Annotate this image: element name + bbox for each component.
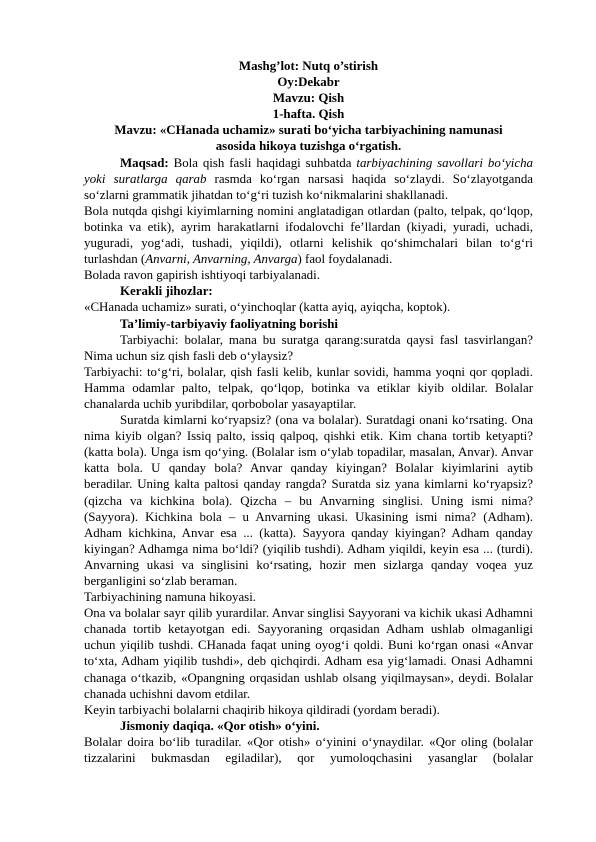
goal-label: Maqsad: (120, 155, 169, 170)
goal-text-1: Bola qish fasli haqidagi suhbatda (168, 155, 357, 170)
vocab-text-1: Bola nutqda qishgi kiyimlarning nomini anglatadigan otlardan (palto, telpak, qo‘lqop, botinka va etik), ayrim harakatlarni ifodalovchi fe’llardan (kiyadi, yuradi, uchadi, yuguradi, yog‘adi, tushadi, yiqildi), otlarni kelishik qo‘shimchalari bilan to‘g‘ri turlashdan ( (84, 203, 533, 267)
lesson-theme (84, 122, 533, 154)
paragraph-sample-story-label: Tarbiyachining namuna hikoyasi. (84, 590, 257, 605)
vocab-italic: Anvarni, Anvarning, Anvarga (145, 252, 298, 267)
theme-line-2: asosida hikoya tuzishga o‘rgatish. (215, 139, 402, 154)
lesson-month: Oy:Dekabr (277, 75, 340, 90)
vocabulary-paragraph (84, 203, 533, 267)
interest-paragraph: Bolada ravon gapirish ishtiyoqi tarbiyalanadi. (84, 268, 320, 283)
paragraph-sample-story: Ona va bolalar sayr qilib yurardilar. Anvar singlisi Sayyorani va kichik ukasi Adhamni chanada tortib ketayotgan edi. Sayyoraning orqasidan Adham ushlab olmaganligi uchun yiqilib tushdi. CHanada faqat uning oyog‘i qoldi. Buni ko‘rgan onasi «Anvar to‘xta, Adham yiqilib tushdi», deb qichqirdi. Adham esa yig‘lamadi. Onasi Adhamni chanaga o‘tkazib, «Opangning orqasidan ushlab olsang yiqilmaysan», deydi. Bolalar chanada uchishni davom etdilar. (84, 606, 533, 701)
document-page (84, 58, 533, 766)
lesson-title: Mashg’lot: Nutq o’stirish (238, 59, 379, 73)
activity-heading: Ta’limiy-tarbiyaviy faoliyatning borishi (120, 316, 338, 331)
game-heading: Jismoniy daqiqa. «Qor otish» o‘yini. (120, 718, 320, 733)
materials-heading: Kerakli jihozlar: (120, 284, 213, 299)
lesson-topic: Mavzu: Qish (272, 91, 345, 106)
goal-text-2: rasmda ko‘rgan narsasi haqida so‘zlaydi. So‘zlayotganda so‘zlarni grammatik jihatdan to‘g‘ri tuzish ko‘nikmalarini shakllanadi. (84, 171, 533, 202)
paragraph-winter: Tarbiyachi: to‘g‘ri, bolalar, qish fasli kelib, kunlar sovidi, hamma yoqni qor qopladi. Hamma odamlar palto, telpak, qo‘lqop, botinka va etiklar kiyib oldilar. Bolalar chanalarda uchib yuribdilar, qorbobolar yasayaptilar. (84, 364, 533, 411)
materials-text: «CHanada uchamiz» surati, o‘yinchoqlar (katta ayiq, ayiqcha, koptok). (84, 300, 451, 315)
paragraph-question: Tarbiyachi: bolalar, mana bu suratga qarang:suratda qaysi fasl tasvirlangan? Nima uchun siz qish fasli deb o‘ylaysiz? (84, 332, 533, 363)
goal-italic: tarbiyachining savollari bo‘yicha yoki suratlarga qarab (84, 155, 533, 186)
theme-line-1: Mavzu: «CHanada uchamiz» surati bo‘yicha tarbiyachining namunasi (114, 123, 503, 138)
paragraph-game: Bolalar doira bo‘lib turadilar. «Qor otish» o‘yinini o‘ynaydilar. «Qor oling (bolalar tizzalarini bukmasdan egiladilar), qor yumoloqchasini yasanglar (bolalar (84, 734, 533, 766)
lesson-week: 1-hafta. Qish (272, 107, 345, 122)
goal-paragraph (84, 155, 533, 203)
paragraph-picture-questions: Suratda kimlarni ko‘ryapsiz? (ona va bolalar). Suratdagi onani ko‘rsating. Ona nima kiyib olgan? Issiq palto, issiq qalpoq, qishki etik. Kim chana tortib ketyapti? (katta bola). Unga ism qo‘ying. (Bolalar ism o‘ylab topadilar, masalan, Anvar). Anvar katta bola. U qanday bola? Anvar qanday kiyingan? Bolalar kiyimlarini aytib beradilar. Uning kalta paltosi qanday rangda? Suratda siz yana kimlarni ko‘ryapsiz? (qizcha va kichkina bola). Qizcha – bu Anvarning singlisi. Uning ismi nima? (Sayyora). Kichkina bola – u Anvarning ukasi. Ukasining ismi nima? (Adham). Adham kichkina, Anvar esa ... (katta). Sayyora qanday kiyingan? Adham qanday kiyingan? Adhamga nima bo‘ldi? (yiqilib tushdi). Adham yiqildi, keyin esa ... (turdi). Anvarning ukasi va singlisini ko‘rsating, hozir men sizlarga qanday voqea yuz berganligini so‘zlab beraman. (84, 413, 533, 588)
paragraph-retelling: Keyin tarbiyachi bolalarni chaqirib hikoya qildiradi (yordam beradi). (84, 702, 440, 717)
vocab-text-2: ) faol foydalanadi. (297, 252, 393, 267)
